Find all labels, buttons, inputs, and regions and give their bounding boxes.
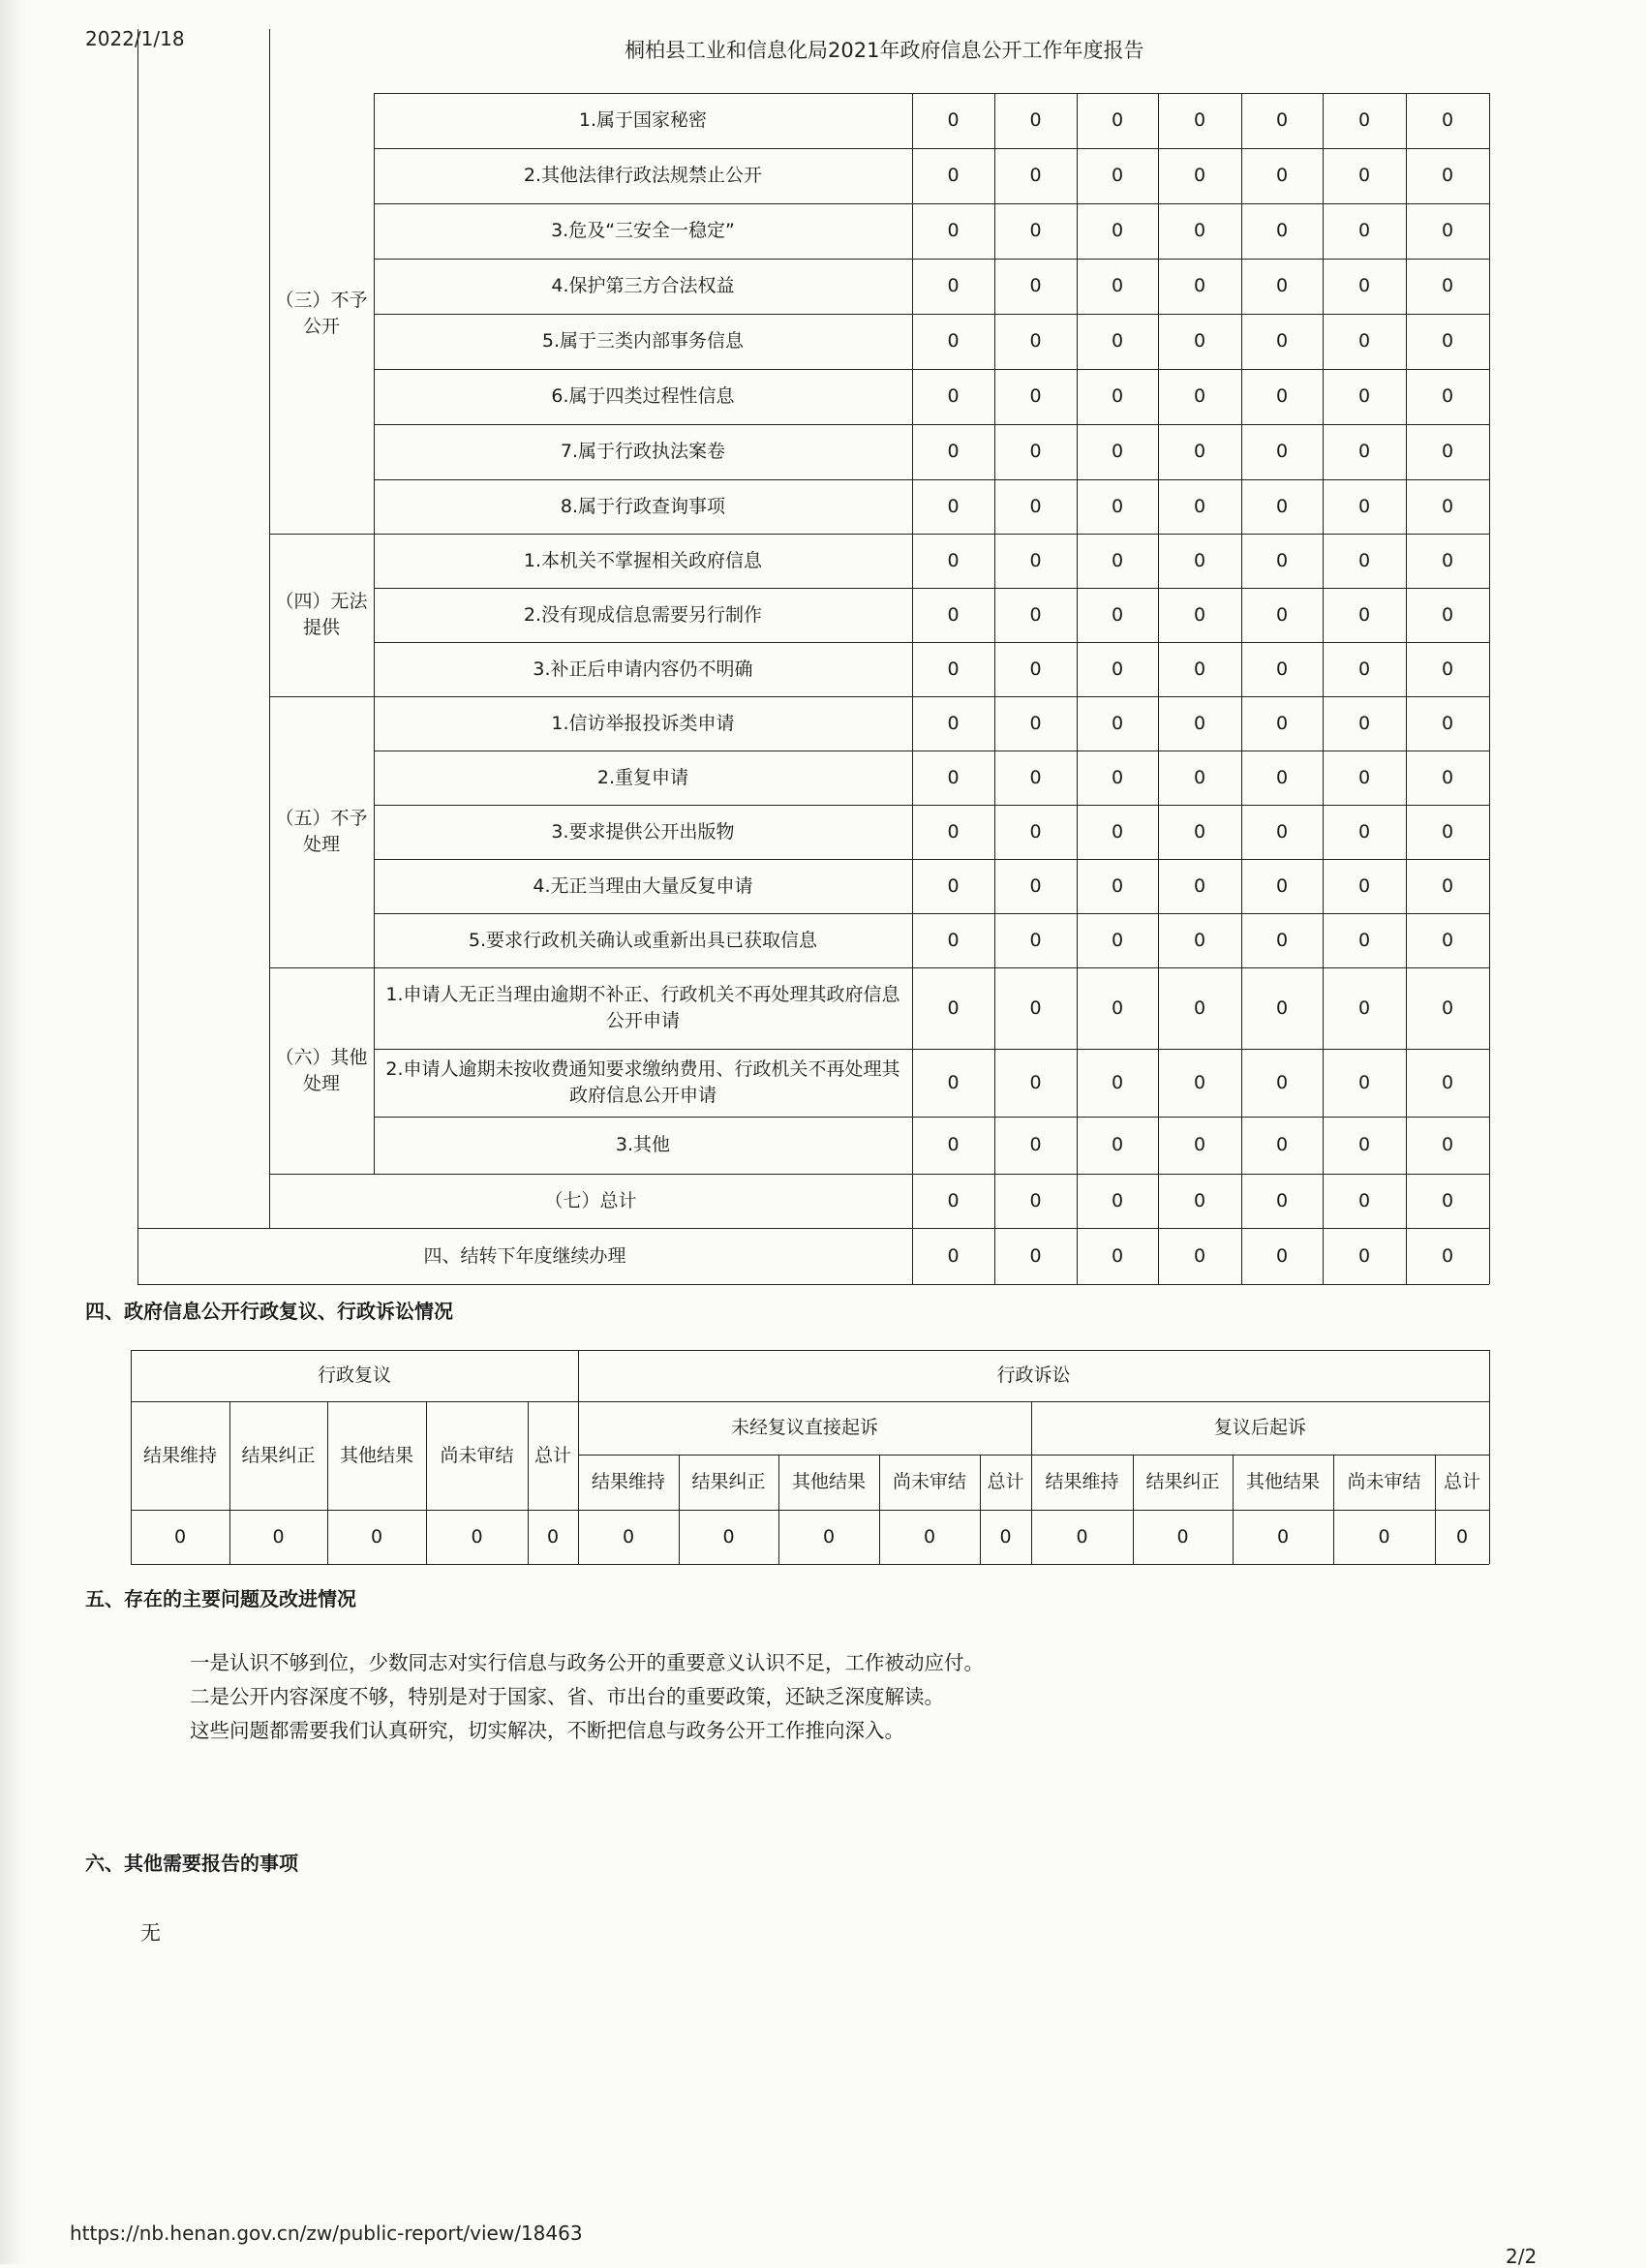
review-value-cell: 0 — [471, 1525, 483, 1548]
value-cell: 0 — [1441, 820, 1454, 843]
value-cell: 0 — [1441, 1071, 1454, 1093]
value-cell: 0 — [1111, 1071, 1124, 1093]
table-rule — [1323, 93, 1324, 1284]
value-cell: 0 — [1357, 495, 1371, 517]
table-rule — [1241, 93, 1242, 1284]
value-cell: 0 — [1193, 441, 1206, 462]
direct-value-cell: 0 — [722, 1525, 735, 1548]
value-cell: 0 — [1193, 874, 1206, 897]
page-title: 桐柏县工业和信息化局2021年政府信息公开工作年度报告 — [625, 39, 1144, 62]
value-cell: 0 — [1193, 385, 1206, 407]
direct-col-header: 其他结果 — [791, 1471, 866, 1492]
value-cell: 0 — [1275, 549, 1289, 571]
review-col-header: 尚未审结 — [440, 1444, 514, 1466]
row-label: 2.没有现成信息需要另行制作 — [523, 603, 763, 626]
value-cell: 0 — [1111, 603, 1124, 626]
value-cell: 0 — [947, 820, 960, 843]
after-value-cell: 0 — [1378, 1525, 1390, 1548]
value-cell: 0 — [1029, 165, 1042, 186]
value-cell: 0 — [1029, 441, 1042, 462]
value-cell: 0 — [1029, 996, 1042, 1019]
value-cell: 0 — [947, 996, 960, 1019]
value-cell: 0 — [1193, 766, 1206, 788]
value-cell: 0 — [1357, 385, 1371, 407]
litigation-header: 行政诉讼 — [996, 1364, 1071, 1386]
after-value-cell: 0 — [1076, 1525, 1088, 1548]
group-label: （五）不予 处理 — [275, 808, 368, 855]
value-cell: 0 — [1275, 275, 1289, 296]
value-cell: 0 — [1111, 165, 1124, 186]
value-cell: 0 — [1193, 1071, 1206, 1093]
value-cell: 0 — [1111, 441, 1124, 462]
row-label: 5.属于三类内部事务信息 — [541, 330, 745, 352]
value-cell: 0 — [1111, 220, 1124, 241]
value-cell: 0 — [1357, 275, 1371, 296]
after-value-cell: 0 — [1276, 1525, 1290, 1548]
value-cell: 0 — [1357, 929, 1371, 951]
review-value-cell: 0 — [272, 1525, 285, 1548]
value-cell: 0 — [1029, 330, 1042, 352]
page-number: 2/2 — [1506, 2245, 1538, 2268]
value-cell: 0 — [1357, 603, 1371, 626]
value-cell: 0 — [1193, 1244, 1206, 1267]
row-label: 6.属于四类过程性信息 — [551, 385, 735, 407]
section6-title: 六、其他需要报告的事项 — [85, 1852, 298, 1875]
row-label: 4.保护第三方合法权益 — [551, 275, 735, 296]
section5-line-2: 二是公开内容深度不够，特别是对于国家、省、市出台的重要政策，还缺乏深度解读。 — [190, 1685, 944, 1708]
value-cell: 0 — [1441, 330, 1454, 352]
section6-content: 无 — [140, 1921, 161, 1945]
after-col-header: 结果维持 — [1045, 1471, 1119, 1492]
table-rule — [1077, 93, 1078, 1284]
value-cell: 0 — [1357, 109, 1371, 131]
value-cell: 0 — [1193, 1134, 1206, 1155]
value-cell: 0 — [1275, 929, 1289, 951]
value-cell: 0 — [1111, 874, 1124, 897]
value-cell: 0 — [947, 275, 960, 296]
value-cell: 0 — [1193, 820, 1206, 843]
value-cell: 0 — [1193, 996, 1206, 1019]
value-cell: 0 — [1441, 1244, 1454, 1267]
row-label: 1.本机关不掌握相关政府信息 — [523, 549, 763, 571]
value-cell: 0 — [1029, 495, 1042, 517]
value-cell: 0 — [1029, 1244, 1042, 1267]
value-cell: 0 — [1357, 165, 1371, 186]
value-cell: 0 — [1357, 1189, 1371, 1211]
value-cell: 0 — [1111, 929, 1124, 951]
value-cell: 0 — [1275, 109, 1289, 131]
value-cell: 0 — [947, 220, 960, 241]
value-cell: 0 — [947, 1071, 960, 1093]
value-cell: 0 — [947, 109, 960, 131]
value-cell: 0 — [1029, 658, 1042, 680]
value-cell: 0 — [947, 441, 960, 462]
value-cell: 0 — [947, 549, 960, 571]
table-rule — [1489, 93, 1490, 1284]
after-col-header: 其他结果 — [1245, 1471, 1320, 1492]
value-cell: 0 — [1441, 220, 1454, 241]
review-value-cell: 0 — [370, 1525, 383, 1548]
value-cell: 0 — [1029, 820, 1042, 843]
direct-col-header: 尚未审结 — [892, 1471, 966, 1492]
value-cell: 0 — [947, 603, 960, 626]
section5-line-3: 这些问题都需要我们认真研究，切实解决，不断把信息与政务公开工作推向深入。 — [190, 1719, 904, 1742]
value-cell: 0 — [1193, 275, 1206, 296]
value-cell: 0 — [1441, 874, 1454, 897]
direct-col-header: 结果维持 — [591, 1471, 665, 1492]
review-col-header: 结果维持 — [142, 1444, 217, 1466]
row-label: 1.信访举报投诉类申请 — [551, 712, 735, 734]
value-cell: 0 — [947, 495, 960, 517]
value-cell: 0 — [1029, 712, 1042, 734]
value-cell: 0 — [1029, 109, 1042, 131]
value-cell: 0 — [947, 1134, 960, 1155]
print-date: 2022/1/18 — [85, 27, 185, 50]
value-cell: 0 — [1193, 549, 1206, 571]
value-cell: 0 — [947, 929, 960, 951]
value-cell: 0 — [1441, 441, 1454, 462]
direct-value-cell: 0 — [999, 1525, 1012, 1548]
table-rule — [1406, 93, 1407, 1284]
value-cell: 0 — [1275, 874, 1289, 897]
value-cell: 0 — [947, 874, 960, 897]
after-review-header: 复议后起诉 — [1213, 1417, 1306, 1438]
value-cell: 0 — [1441, 766, 1454, 788]
after-col-header: 结果纠正 — [1145, 1471, 1220, 1492]
value-cell: 0 — [1111, 330, 1124, 352]
value-cell: 0 — [1275, 165, 1289, 186]
value-cell: 0 — [1275, 220, 1289, 241]
value-cell: 0 — [1357, 712, 1371, 734]
value-cell: 0 — [1441, 549, 1454, 571]
value-cell: 0 — [947, 330, 960, 352]
row-label: 3.危及“三安全一稳定” — [551, 220, 735, 241]
value-cell: 0 — [1111, 712, 1124, 734]
value-cell: 0 — [1275, 1189, 1289, 1211]
value-cell: 0 — [1441, 603, 1454, 626]
table-rule — [912, 93, 913, 1284]
value-cell: 0 — [1111, 996, 1124, 1019]
value-cell: 0 — [1111, 549, 1124, 571]
value-cell: 0 — [1193, 603, 1206, 626]
direct-col-header: 总计 — [987, 1471, 1024, 1492]
value-cell: 0 — [1029, 1134, 1042, 1155]
row-label: 1.属于国家秘密 — [578, 109, 708, 131]
row-label: 3.补正后申请内容仍不明确 — [533, 658, 753, 680]
value-cell: 0 — [1357, 220, 1371, 241]
row-label: 7.属于行政执法案卷 — [560, 441, 726, 462]
value-cell: 0 — [1357, 1134, 1371, 1155]
after-value-cell: 0 — [1176, 1525, 1189, 1548]
direct-suit-header: 未经复议直接起诉 — [730, 1417, 878, 1438]
value-cell: 0 — [1193, 220, 1206, 241]
table-rule — [137, 1284, 1489, 1285]
table-rule — [994, 93, 995, 1284]
value-cell: 0 — [1193, 109, 1206, 131]
after-col-header: 尚未审结 — [1347, 1471, 1421, 1492]
value-cell: 0 — [1275, 385, 1289, 407]
value-cell: 0 — [1193, 658, 1206, 680]
value-cell: 0 — [1029, 874, 1042, 897]
value-cell: 0 — [1441, 275, 1454, 296]
row-label: 3.要求提供公开出版物 — [551, 820, 735, 843]
group-label: （三）不予 公开 — [275, 289, 368, 337]
value-cell: 0 — [1111, 658, 1124, 680]
row-label: 1.申请人无正当理由逾期不补正、行政机关不再处理其政府信息公开申请 — [385, 984, 900, 1031]
value-cell: 0 — [1357, 441, 1371, 462]
table-rule — [131, 1564, 1489, 1565]
value-cell: 0 — [1029, 1189, 1042, 1211]
value-cell: 0 — [1111, 1244, 1124, 1267]
value-cell: 0 — [1029, 766, 1042, 788]
value-cell: 0 — [1441, 929, 1454, 951]
table-rule — [374, 93, 375, 1174]
table-rule — [137, 29, 138, 1284]
value-cell: 0 — [1111, 495, 1124, 517]
value-cell: 0 — [1111, 820, 1124, 843]
value-cell: 0 — [1357, 1071, 1371, 1093]
value-cell: 0 — [1111, 1134, 1124, 1155]
value-cell: 0 — [1441, 996, 1454, 1019]
review-col-header: 结果纠正 — [241, 1444, 316, 1466]
value-cell: 0 — [1193, 1189, 1206, 1211]
row-label: 5.要求行政机关确认或重新出具已获取信息 — [468, 929, 818, 951]
value-cell: 0 — [1029, 275, 1042, 296]
value-cell: 0 — [947, 712, 960, 734]
value-cell: 0 — [1275, 495, 1289, 517]
row-label: 8.属于行政查询事项 — [560, 495, 726, 517]
review-value-cell: 0 — [173, 1525, 187, 1548]
carryover-row-label: 四、结转下年度继续办理 — [423, 1244, 626, 1267]
value-cell: 0 — [1193, 712, 1206, 734]
value-cell: 0 — [1111, 109, 1124, 131]
row-label: 4.无正当理由大量反复申请 — [533, 874, 753, 897]
table-rule — [1489, 1350, 1490, 1564]
value-cell: 0 — [1275, 330, 1289, 352]
value-cell: 0 — [1357, 996, 1371, 1019]
value-cell: 0 — [1275, 1134, 1289, 1155]
value-cell: 0 — [1441, 165, 1454, 186]
value-cell: 0 — [1111, 1189, 1124, 1211]
value-cell: 0 — [1357, 658, 1371, 680]
direct-value-cell: 0 — [622, 1525, 635, 1548]
value-cell: 0 — [1357, 1244, 1371, 1267]
review-value-cell: 0 — [546, 1525, 560, 1548]
footer-url: https://nb.henan.gov.cn/zw/public-report/view/18463 — [70, 2222, 583, 2245]
table-rule — [1158, 93, 1159, 1284]
value-cell: 0 — [947, 385, 960, 407]
after-col-header: 总计 — [1443, 1471, 1480, 1492]
value-cell: 0 — [1441, 658, 1454, 680]
value-cell: 0 — [1111, 766, 1124, 788]
section5-title: 五、存在的主要问题及改进情况 — [85, 1587, 356, 1610]
value-cell: 0 — [1441, 109, 1454, 131]
value-cell: 0 — [1029, 549, 1042, 571]
value-cell: 0 — [1029, 603, 1042, 626]
value-cell: 0 — [1275, 658, 1289, 680]
row-label: 2.申请人逾期未按收费通知要求缴纳费用、行政机关不再处理其政府信息公开申请 — [385, 1058, 900, 1106]
direct-col-header: 结果纠正 — [691, 1471, 766, 1492]
review-col-header: 总计 — [533, 1444, 571, 1466]
value-cell: 0 — [1275, 603, 1289, 626]
value-cell: 0 — [1275, 712, 1289, 734]
value-cell: 0 — [1193, 495, 1206, 517]
row-label: 3.其他 — [615, 1134, 671, 1155]
value-cell: 0 — [1357, 820, 1371, 843]
value-cell: 0 — [947, 658, 960, 680]
review-header: 行政复议 — [317, 1364, 391, 1386]
value-cell: 0 — [1275, 820, 1289, 843]
value-cell: 0 — [1029, 220, 1042, 241]
section4-title: 四、政府信息公开行政复议、行政诉讼情况 — [85, 1300, 453, 1323]
value-cell: 0 — [1441, 712, 1454, 734]
value-cell: 0 — [947, 1244, 960, 1267]
value-cell: 0 — [1441, 1134, 1454, 1155]
value-cell: 0 — [1441, 385, 1454, 407]
value-cell: 0 — [1357, 549, 1371, 571]
value-cell: 0 — [1193, 330, 1206, 352]
value-cell: 0 — [1357, 874, 1371, 897]
group-label: （四）无法 提供 — [275, 591, 368, 638]
scan-edge-shadow — [0, 0, 27, 2264]
value-cell: 0 — [1357, 766, 1371, 788]
value-cell: 0 — [1275, 766, 1289, 788]
value-cell: 0 — [1111, 385, 1124, 407]
value-cell: 0 — [1275, 1071, 1289, 1093]
value-cell: 0 — [1111, 275, 1124, 296]
table-rule — [269, 29, 270, 1228]
value-cell: 0 — [1029, 1071, 1042, 1093]
total-row-label: （七）总计 — [544, 1189, 637, 1211]
value-cell: 0 — [1193, 929, 1206, 951]
section5-line-1: 一是认识不够到位，少数同志对实行信息与政务公开的重要意义认识不足，工作被动应付。 — [190, 1651, 984, 1674]
value-cell: 0 — [947, 1189, 960, 1211]
value-cell: 0 — [1275, 996, 1289, 1019]
value-cell: 0 — [1357, 330, 1371, 352]
direct-value-cell: 0 — [923, 1525, 936, 1548]
value-cell: 0 — [947, 165, 960, 186]
value-cell: 0 — [947, 766, 960, 788]
value-cell: 0 — [1275, 441, 1289, 462]
after-value-cell: 0 — [1455, 1525, 1469, 1548]
value-cell: 0 — [1275, 1244, 1289, 1267]
row-label: 2.重复申请 — [596, 766, 689, 788]
direct-value-cell: 0 — [822, 1525, 836, 1548]
value-cell: 0 — [1441, 1189, 1454, 1211]
value-cell: 0 — [1029, 929, 1042, 951]
value-cell: 0 — [1029, 385, 1042, 407]
value-cell: 0 — [1441, 495, 1454, 517]
group-label: （六）其他 处理 — [275, 1046, 368, 1094]
row-label: 2.其他法律行政法规禁止公开 — [523, 165, 763, 186]
value-cell: 0 — [1193, 165, 1206, 186]
review-col-header: 其他结果 — [339, 1444, 413, 1466]
